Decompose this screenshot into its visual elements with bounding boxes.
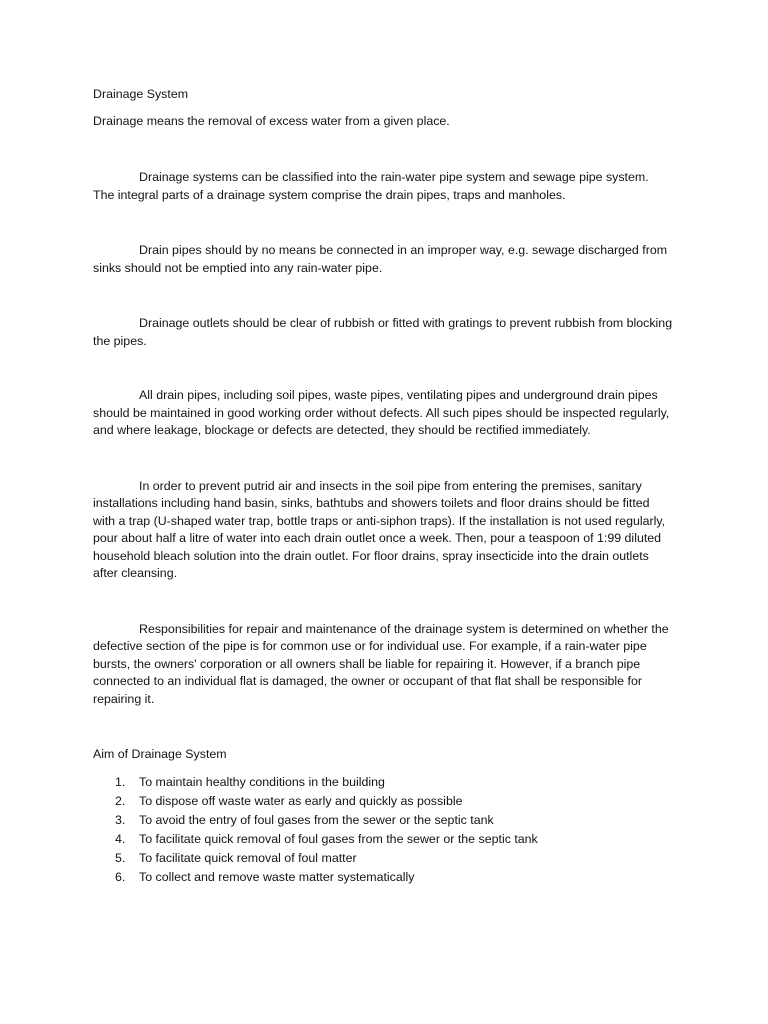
aim-list [93,773,673,887]
list-item [93,849,673,868]
list-item-text: To avoid the entry of foul gases from the sewer or the septic tank [139,812,494,827]
list-item-text: To maintain healthy conditions in the building [139,774,385,789]
list-item-number: 4. [115,831,126,846]
list-item [93,868,673,887]
list-item-text: To collect and remove waste matter systematically [139,869,415,884]
paragraph-outlets: Drainage outlets should be clear of rubbish or fitted with gratings to prevent rubbish from blocking the pipes. [93,316,673,348]
list-item-number: 1. [115,774,126,789]
list-item-text: To facilitate quick removal of foul gases from the sewer or the septic tank [139,831,538,846]
list-item [93,830,673,849]
paragraph-maintenance: All drain pipes, including soil pipes, waste pipes, ventilating pipes and underground drain pipes should be maintained in good working order without defects. All such pipes should be inspected regularly, and where leakage, blockage or defects are detected, they should be rectified immediately. [93,388,670,437]
list-item-text: To facilitate quick removal of foul matter [139,850,357,865]
document-body [93,86,673,887]
paragraph-connection: Drain pipes should by no means be connected in an improper way, e.g. sewage discharged from sinks should not be emptied into any rain-water pipe. [93,243,668,275]
list-item [93,811,673,830]
list-item-text: To dispose off waste water as early and quickly as possible [139,793,463,808]
intro-paragraph: Drainage means the removal of excess water from a given place. [93,113,450,128]
list-item-number: 3. [115,812,126,827]
list-item-number: 5. [115,850,126,865]
list-item [93,773,673,792]
paragraph-responsibilities: Responsibilities for repair and maintenance of the drainage system is determined on whether the defective section of the pipe is for common use or for individual use. For example, if a rain-water pipe bursts, the owners' corporation or all owners shall be liable for repairing it. However, if a branch pipe connected to an individual flat is damaged, the owner or occupant of that flat shall be responsible for repairing it. [93,621,669,706]
list-item-number: 6. [115,869,126,884]
document-title: Drainage System [93,87,189,101]
paragraph-classification: Drainage systems can be classified into the rain-water pipe system and sewage pipe system. The integral parts of a drainage system comprise the drain pipes, traps and manholes. [93,170,649,202]
paragraph-traps: In order to prevent putrid air and insects in the soil pipe from entering the premises, sanitary installations including hand basin, sinks, bathtubs and showers toilets and floor drains should be fitted with a trap (U-shaped water trap, bottle traps or anti-siphon traps). If the installation is not used regularly, pour about half a litre of water into each drain outlet once a week. Then, pour a teaspoon of 1:99 diluted household bleach solution into the drain outlet. For floor drains, spray insecticide into the drain outlets after cleansing. [93,478,666,580]
list-item [93,792,673,811]
list-item-number: 2. [115,793,126,808]
aim-heading: Aim of Drainage System [93,747,227,761]
